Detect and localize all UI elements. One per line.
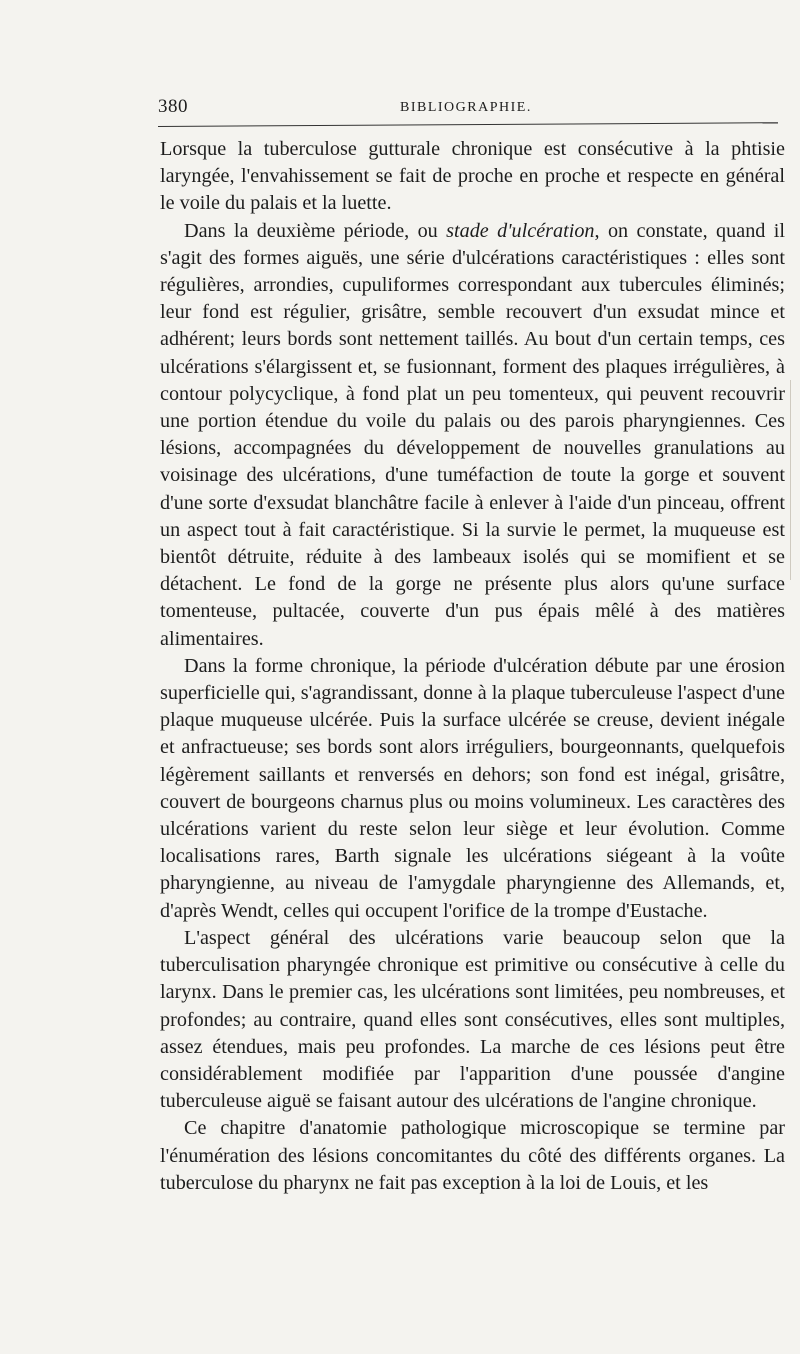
paragraph-1	[160, 136, 785, 218]
page-header	[158, 96, 780, 126]
paragraph-2-text-rest: , on constate, quand il s'agit des formes aiguës, une série d'ulcérations caractéristiques : elles sont régulières, arrondies, cupuliformes correspondant aux tubercules éliminés; leur fond est régulier, grisâtre, semble recouvert d'un exsudat mince et adhérent; leurs bords sont nettement taillés. Au bout d'un certain temps, ces ulcérations s'élargissent et, se fusionnant, forment des plaques irrégulières, à contour polycyclique, à fond plat un peu tomenteux, qui peuvent recouvrir une portion étendue du voile du palais ou des parois pharyngiennes. Ces lésions, accompagnées du développement de nouvelles granulations au voisinage des ulcérations, d'une tuméfaction de toute la gorge et souvent d'une sorte d'exsudat blanchâtre facile à enlever à l'aide d'un pinceau, offrent un aspect tout à fait caractéristique. Si la survie le permet, la muqueuse est bientôt détruite, réduite à des lambeaux isolés qui se momifient et se détachent. Le fond de la gorge ne présente plus alors qu'une surface tomenteuse, pultacée, couverte d'un pus épais mêlé à des matières alimentaires.	[160, 219, 785, 650]
paragraph-5-text: Ce chapitre d'anatomie pathologique microscopique se termine par l'énumération des lésions concomitantes du côté des différents organes. La tuberculose du pharynx ne fait pas exception à la loi de Louis, et les	[160, 1117, 785, 1194]
scan-edge-shadow	[790, 380, 791, 580]
paragraph-3-text: Dans la forme chronique, la période d'ulcération débute par une érosion superficielle qui, s'agrandissant, donne à la plaque tuberculeuse l'aspect d'une plaque muqueuse ulcérée. Puis la surface ulcérée se creuse, devient inégale et anfractueuse; ses bords sont alors irréguliers, bourgeonnants, quelquefois légèrement saillants et renversés en dehors; son fond est inégal, grisâtre, couvert de bourgeons charnus plus ou moins volumineux. Les caractères des ulcérations varient du reste selon leur siège et leur évolution. Comme localisations rares, Barth signale les ulcérations siégeant à la voûte pharyngienne, au niveau de l'amygdale pharyngienne des Allemands, et, d'après Wendt, celles qui occupent l'orifice de la trompe d'Eustache.	[160, 654, 785, 922]
paragraph-5	[160, 1115, 785, 1197]
paragraph-1-text: Lorsque la tuberculose gutturale chronique est consécutive à la phtisie laryngée, l'envahissement se fait de proche en proche et respecte en général le voile du palais et la luette.	[160, 138, 785, 215]
running-title: BIBLIOGRAPHIE.	[400, 100, 532, 115]
page-number: 380	[158, 96, 188, 117]
paragraph-2-text-start: Dans la deuxième période, ou	[184, 219, 447, 242]
body-text	[160, 136, 785, 1197]
paragraph-4-text: L'aspect général des ulcérations varie beaucoup selon que la tuberculisation pharyngée chronique est primitive ou consécutive à celle du larynx. Dans le premier cas, les ulcérations sont limitées, peu nombreuses, et profondes; au contraire, quand elles sont consécutives, elles sont multiples, assez étendues, mais peu profondes. La marche de ces lésions peut être considérablement modifiée par l'apparition d'une poussée d'angine tuberculeuse aiguë se faisant autour des ulcérations de l'angine chronique.	[160, 926, 785, 1113]
paragraph-2	[160, 218, 785, 653]
paragraph-2-italic-term: stade d'ulcération	[446, 219, 595, 242]
paragraph-4	[160, 925, 785, 1115]
paragraph-3	[160, 653, 785, 925]
